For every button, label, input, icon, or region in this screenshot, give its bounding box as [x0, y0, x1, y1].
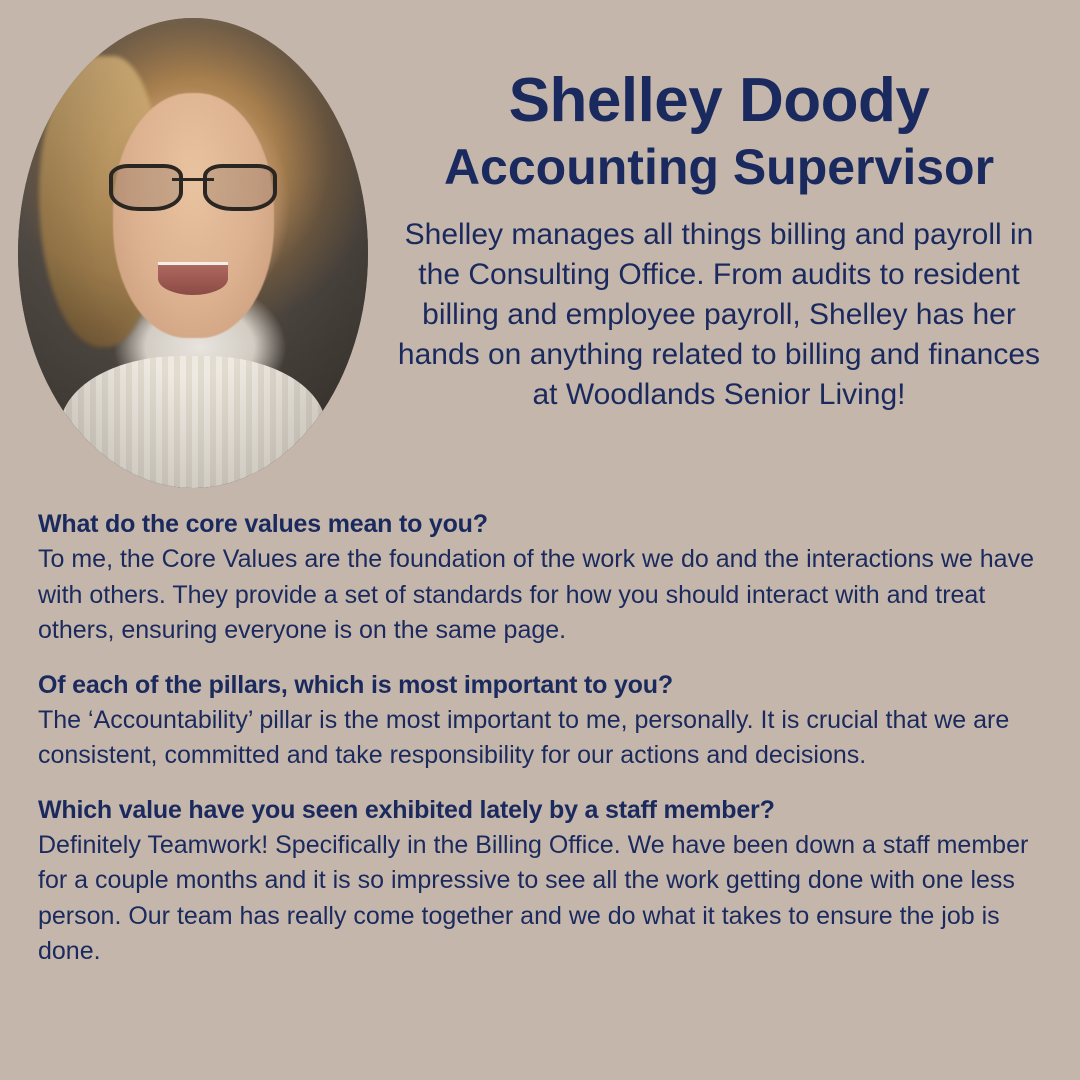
qa-item [38, 671, 1034, 774]
qa-question: What do the core values mean to you? [38, 510, 488, 538]
qa-question: Of each of the pillars, which is most important to you? [38, 670, 673, 699]
qa-item [38, 796, 1034, 970]
qa-answer: The ‘Accountability’ pillar is the most important to me, personally. It is crucial that we are consistent, committed and take responsibility for our actions and decisions. [38, 705, 1010, 769]
header-text [368, 18, 1056, 414]
photo-vignette [18, 18, 368, 488]
job-title: Accounting Supervisor [443, 139, 995, 195]
qa-answer: Definitely Teamwork! Specifically in the Billing Office. We have been down a staff member for a couple months and it is so impressive to see all the work getting done with one less person. Our team has really come together and we do what it takes to ensure the job is done. [38, 830, 1029, 965]
qa-question: Which value have you seen exhibited lately by a staff member? [38, 795, 775, 824]
header-section [0, 0, 1080, 488]
intro-paragraph: Shelley manages all things billing and payroll in the Consulting Office. From audits to resident billing and employee payroll, Shelley has her hands on anything related to billing and finances at Woodlands Senior Living! [397, 218, 1041, 411]
avatar [18, 18, 368, 488]
qa-item [38, 510, 1034, 649]
qa-answer: To me, the Core Values are the foundation of the work we do and the interactions we have with others. They provide a set of standards for how you should interact with and treat others, ensuring everyone is on the same page. [38, 545, 1034, 644]
portrait-photo [18, 18, 368, 488]
page-title: Shelley Doody [508, 66, 930, 135]
qa-section [0, 488, 1080, 970]
